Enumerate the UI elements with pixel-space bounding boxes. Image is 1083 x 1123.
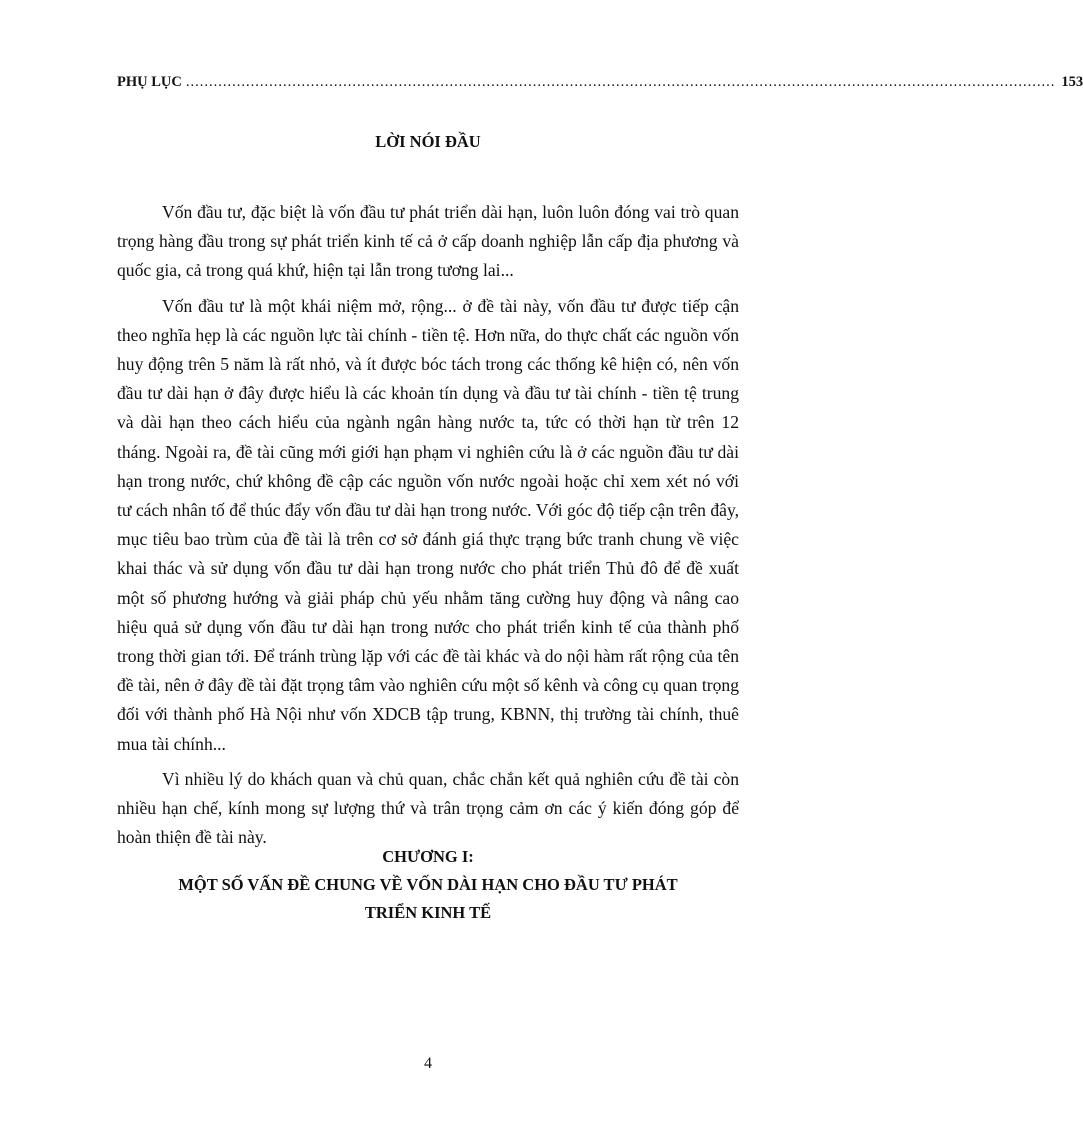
paragraph-2: Vốn đầu tư là một khái niệm mở, rộng... ở đề tài này, vốn đầu tư được tiếp cận theo nghĩa hẹp là các nguồn lực tài chính - tiền tệ. Hơn nữa, do thực chất các nguồn vốn huy động trên 5 năm là rất nhỏ, và ít được bóc tách trong các thống kê hiện có, nên vốn đầu tư dài hạn ở đây được hiểu là các khoản tín dụng và đầu tư tài chính - tiền tệ trung và dài hạn theo cách hiểu của ngành ngân hàng nước ta, tức có thời hạn từ trên 12 tháng. Ngoài ra, đề tài cũng mới giới hạn phạm vi nghiên cứu là ở các nguồn đầu tư dài hạn trong nước, chứ không đề cập các nguồn vốn nước ngoài hoặc chỉ xem xét nó với tư cách nhân tố để thúc đẩy vốn đầu tư dài hạn trong nước. Với góc độ tiếp cận trên đây, mục tiêu bao trùm của đề tài là trên cơ sở đánh giá thực trạng bức tranh chung về việc khai thác và sử dụng vốn đầu tư dài hạn trong nước cho phát triển Thủ đô để đề xuất một số phương hướng và giải pháp chủ yếu nhằm tăng cường huy động và nâng cao hiệu quả sử dụng vốn đầu tư dài hạn trong nước cho phát triển kinh tế của thành phố trong thời gian tới. Để tránh trùng lặp với các đề tài khác và do nội hàm rất rộng của tên đề tài, nên ở đây đề tài đặt trọng tâm vào nghiên cứu một số kênh và công cụ quan trọng đối với thành phố Hà Nội như vốn XDCB tập trung, KBNN, thị trường tài chính, thuê mua tài chính... [117, 295, 739, 754]
chapter-heading [117, 843, 739, 927]
toc-entry-label: PHỤ LỤC [117, 74, 182, 90]
toc-dot-leader: ............................................................................................................................................................................................ [185, 74, 1056, 90]
chapter-title-line-1: MỘT SỐ VẤN ĐỀ CHUNG VỀ VỐN DÀI HẠN CHO ĐẦU TƯ PHÁT [178, 875, 678, 894]
toc-entry-page: 153 [1061, 74, 1083, 90]
preface-title: LỜI NÓI ĐẦU [375, 132, 481, 151]
paragraph-3: Vì nhiều lý do khách quan và chủ quan, chắc chắn kết quả nghiên cứu đề tài còn nhiều hạn chế, kính mong sự lượng thứ và trân trọng cảm ơn các ý kiến đóng góp để hoàn thiện đề tài này. [117, 768, 739, 848]
chapter-title-line-2: TRIỂN KINH TẾ [364, 903, 492, 922]
preface-body [117, 198, 739, 858]
page-number: 4 [424, 1055, 432, 1072]
paragraph-1: Vốn đầu tư, đặc biệt là vốn đầu tư phát triển dài hạn, luôn luôn đóng vai trò quan trọng hàng đầu trong sự phát triển kinh tế cả ở cấp doanh nghiệp lẫn cấp địa phương và quốc gia, cả trong quá khứ, hiện tại lẫn trong tương lai... [117, 202, 739, 281]
chapter-number: CHƯƠNG I: [382, 847, 474, 866]
toc-entry-appendix [117, 74, 1083, 98]
